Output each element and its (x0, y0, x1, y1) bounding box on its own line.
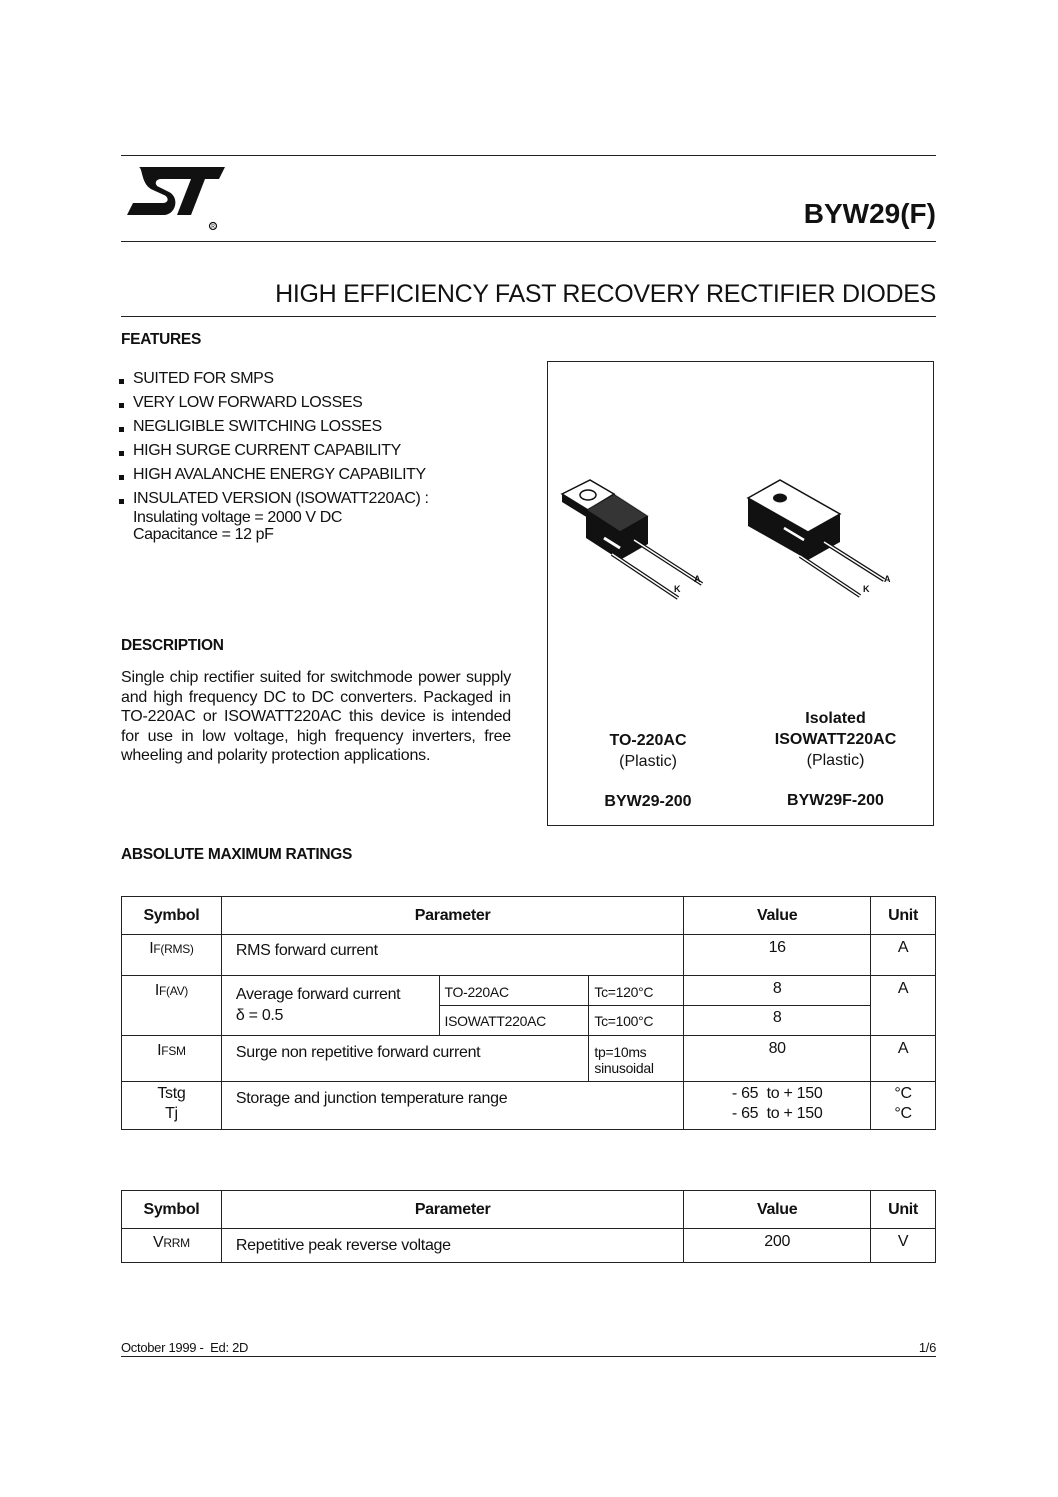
package-name: ISOWATT220AC (774, 731, 897, 748)
value-cell: 8 (684, 976, 871, 1006)
value-cell: 16 (684, 935, 871, 976)
symbol-sub: FSM (161, 1044, 186, 1058)
header-value: Value (684, 897, 871, 935)
package-left-caption (568, 718, 728, 812)
condition-cell (589, 1036, 684, 1082)
symbol-main: V (153, 1234, 164, 1251)
header-symbol: Symbol (122, 897, 222, 935)
symbol-cell (122, 935, 222, 976)
unit-cell: V (871, 1229, 936, 1263)
pin-a-label: A (884, 574, 891, 584)
feature-sub-line: Capacitance = 12 pF (133, 526, 274, 543)
parameter-cell: Storage and junction temperature range (221, 1082, 683, 1130)
package-part: BYW29F-200 (787, 792, 884, 809)
feature-item: INSULATED VERSION (ISOWATT220AC) : (119, 487, 529, 508)
symbol-cell (122, 1036, 222, 1082)
table-header-row (122, 897, 936, 935)
condition-line: tp=10ms (594, 1044, 647, 1060)
header-unit: Unit (871, 1191, 936, 1229)
st-logo-icon (121, 165, 225, 235)
parameter-cell: Repetitive peak reverse voltage (221, 1229, 683, 1263)
symbol-cell (122, 1082, 222, 1130)
value-cell (684, 1082, 871, 1130)
feature-sub-line: Insulating voltage = 2000 V DC (133, 509, 343, 526)
ratings-heading: ABSOLUTE MAXIMUM RATINGS (121, 846, 353, 863)
ratings-table (121, 896, 936, 1130)
package-cell: TO-220AC (439, 976, 589, 1006)
header-value: Value (684, 1191, 871, 1229)
footer-date: October 1999 - Ed: 2D (121, 1340, 249, 1355)
table-row (122, 1036, 936, 1082)
pin-k-label: K (863, 584, 870, 594)
footer-page: 1/6 (918, 1340, 936, 1355)
header-unit: Unit (871, 897, 936, 935)
unit-line: °C (894, 1105, 912, 1122)
package-material: (Plastic) (619, 753, 677, 770)
features-list (119, 367, 529, 508)
symbol-cell (122, 1229, 222, 1263)
svg-text:R: R (211, 224, 215, 230)
symbol-main: I (149, 940, 154, 957)
condition-cell: Tc=100°C (589, 1006, 684, 1036)
package-name: TO-220AC (609, 732, 687, 749)
unit-cell: A (871, 935, 936, 976)
part-number-title: BYW29(F) (803, 198, 936, 229)
package-box (547, 361, 934, 826)
symbol-main: I (157, 1042, 162, 1059)
ratings-table-2 (121, 1190, 936, 1263)
unit-line: °C (894, 1085, 912, 1102)
symbol-cell (122, 976, 222, 1036)
table-row (122, 1229, 936, 1263)
value-cell: 200 (684, 1229, 871, 1263)
condition-cell: Tc=120°C (589, 976, 684, 1006)
symbol-line: Tj (165, 1105, 178, 1122)
table-row (122, 976, 936, 1006)
header-parameter: Parameter (221, 897, 683, 935)
top-rule (121, 155, 936, 156)
footer-rule (121, 1356, 936, 1357)
header-symbol: Symbol (122, 1191, 222, 1229)
description-text: Single chip rectifier suited for switchmode power supply and high frequency DC to DC converters. Packaged in TO-220AC or ISOWATT220AC this device is intended for use in low voltage, high frequency inverters, free wheeling and polarity protection applications. (121, 669, 511, 764)
parameter-cell: RMS forward current (221, 935, 683, 976)
features-heading: FEATURES (121, 331, 201, 348)
feature-item: HIGH SURGE CURRENT CAPABILITY (119, 439, 529, 463)
feature-item: NEGLIGIBLE SWITCHING LOSSES (119, 415, 529, 439)
value-cell: 8 (684, 1006, 871, 1036)
header-rule (121, 241, 936, 242)
package-material: (Plastic) (806, 752, 865, 769)
to220ac-package-icon (556, 472, 716, 602)
package-cell: ISOWATT220AC (439, 1006, 589, 1036)
table-row (122, 935, 936, 976)
symbol-main: I (154, 982, 160, 999)
value-line: - 65 to + 150 (731, 1085, 823, 1102)
symbol-sub: RRM (163, 1236, 190, 1250)
feature-item: HIGH AVALANCHE ENERGY CAPABILITY (119, 463, 529, 487)
feature-item: VERY LOW FORWARD LOSSES (119, 391, 529, 415)
unit-cell: A (871, 1036, 936, 1082)
table-row (122, 1082, 936, 1130)
header-parameter: Parameter (221, 1191, 683, 1229)
parameter-line: Average forward current (235, 986, 401, 1003)
isowatt220ac-package-icon (744, 472, 904, 602)
symbol-sub: F(AV) (159, 984, 188, 998)
package-part: BYW29-200 (604, 793, 692, 810)
parameter-line: δ = 0.5 (235, 1007, 284, 1024)
symbol-line: Tstg (157, 1085, 186, 1102)
value-line: - 65 to + 150 (731, 1105, 823, 1122)
pin-a-label: A (694, 574, 701, 584)
package-isolated: Isolated (805, 710, 866, 727)
parameter-cell (221, 976, 439, 1036)
condition-line: sinusoidal (594, 1060, 654, 1076)
unit-cell: A (871, 976, 936, 1036)
feature-item: SUITED FOR SMPS (119, 367, 529, 391)
value-cell: 80 (684, 1036, 871, 1082)
table-header-row (122, 1191, 936, 1229)
symbol-sub: F(RMS) (153, 942, 194, 956)
description-heading: DESCRIPTION (121, 637, 224, 654)
package-right-caption (743, 708, 928, 811)
main-title: HIGH EFFICIENCY FAST RECOVERY RECTIFIER DIODES (275, 280, 936, 308)
parameter-cell: Surge non repetitive forward current (221, 1036, 589, 1082)
unit-cell (871, 1082, 936, 1130)
title-rule (121, 316, 936, 317)
pin-k-label: K (674, 584, 681, 594)
